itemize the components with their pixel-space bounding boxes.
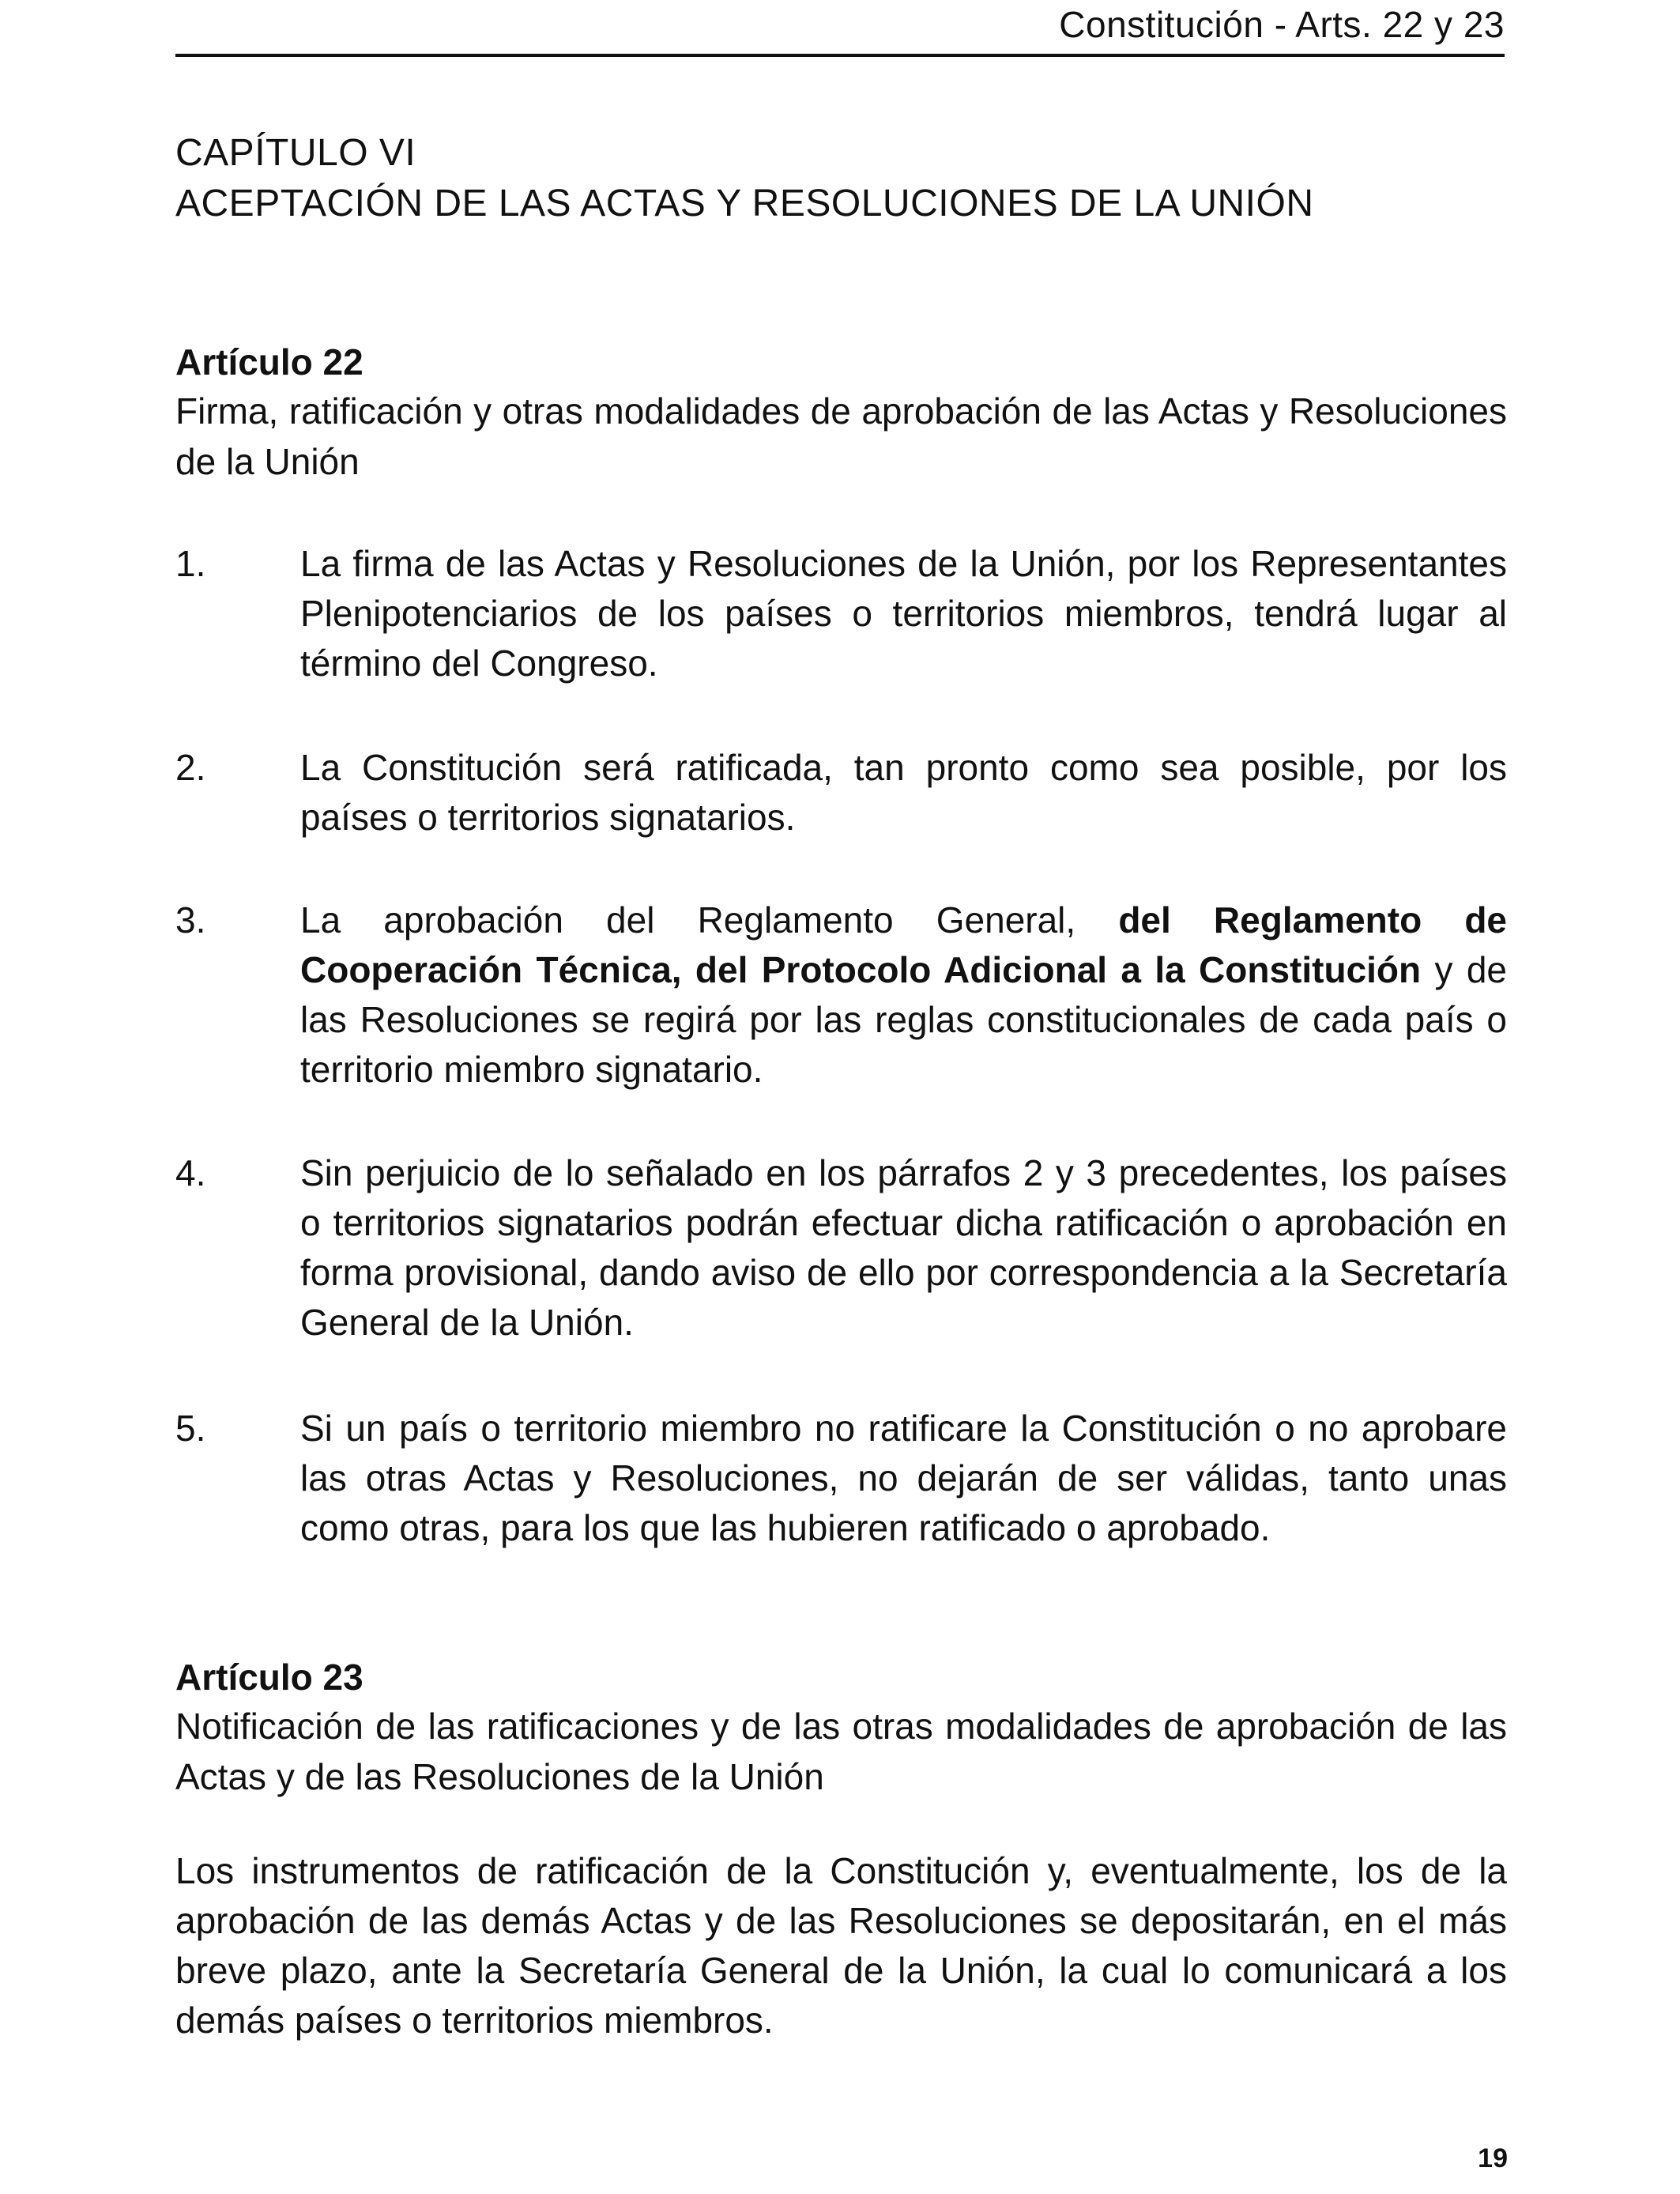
article-23-number: Artículo 23: [175, 1657, 363, 1698]
paragraph-number: 2.: [175, 747, 206, 788]
paragraph-text: La Constitución será ratificada, tan pronto como sea posible, por los países o territorios signatarios.: [300, 747, 1507, 838]
chapter-heading: [175, 128, 1314, 229]
paragraph-text: [300, 895, 1507, 1095]
article-22-heading: [175, 338, 1507, 487]
paragraph-number: 5.: [175, 1408, 206, 1449]
paragraph-text-regular: La aprobación del Reglamento General,: [300, 899, 1119, 941]
article-22-paragraph-4: [175, 1148, 1507, 1348]
paragraph-text: Sin perjuicio de lo señalado en los párrafos 2 y 3 precedentes, los países o territorios signatarios podrán efectuar dicha ratificación o aprobación en forma provisional, dando aviso de ello por correspondencia a la Secretaría General de la Unión.: [300, 1152, 1507, 1343]
running-header: Constitución - Arts. 22 y 23: [1059, 4, 1505, 45]
paragraph-text: La firma de las Actas y Resoluciones de la Unión, por los Representantes Plenipotenciarios de los países o territorios miembros, tendrá lugar al término del Congreso.: [300, 543, 1507, 684]
article-23-body: Los instrumentos de ratificación de la Constitución y, eventualmente, los de la aprobación de las demás Actas y de las Resoluciones se depositarán, en el más breve plazo, ante la Secretaría General de la Unión, la cual lo comunicará a los demás países o territorios miembros.: [175, 1850, 1507, 2041]
article-23-title: Notificación de las ratificaciones y de las otras modalidades de aprobación de las Actas y de las Resoluciones de la Unión: [175, 1706, 1507, 1797]
paragraph-text: Si un país o territorio miembro no ratificare la Constitución o no aprobare las otras Actas y Resoluciones, no dejarán de ser válidas, tanto unas como otras, para los que las hubieren ratificado o aprobado.: [300, 1408, 1507, 1548]
article-22-paragraph-1: [175, 539, 1507, 688]
article-22-title: Firma, ratificación y otras modalidades de aprobación de las Actas y Resoluciones de la Unión: [175, 390, 1507, 482]
paragraph-number: 3.: [175, 899, 206, 941]
article-22-paragraph-2: [175, 743, 1507, 843]
paragraph-number: 4.: [175, 1152, 206, 1193]
chapter-label: CAPÍTULO VI: [175, 132, 416, 174]
page-number: 19: [1478, 2143, 1508, 2173]
paragraph-number: 1.: [175, 543, 206, 584]
paragraph-text-bold: del Reglamento de Cooperación Técnica, del Protocolo Adicional a la Constitución: [300, 899, 1508, 990]
chapter-title: ACEPTACIÓN DE LAS ACTAS Y RESOLUCIONES DE LA UNIÓN: [175, 183, 1314, 224]
article-22-paragraph-5: [175, 1404, 1507, 1553]
article-23-heading: [175, 1653, 1507, 1802]
paragraph-text-regular-end: y de las Resoluciones se regirá por las reglas constitucionales de cada país o territorio miembro signatario.: [300, 949, 1508, 1090]
article-22-paragraph-3: [175, 895, 1507, 1095]
article-22-number: Artículo 22: [175, 341, 363, 383]
header-rule: [175, 54, 1505, 57]
